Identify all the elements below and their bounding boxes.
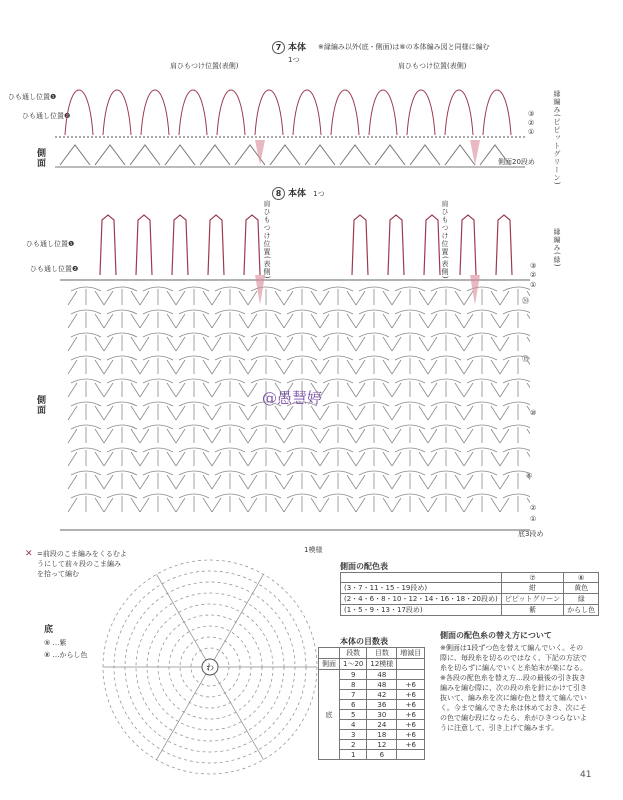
- section8-edge-row-2: ②: [530, 271, 537, 279]
- fan-stitch: [248, 333, 284, 351]
- section7-row-3: ③: [528, 110, 535, 118]
- count-table-cell: +6: [397, 680, 425, 690]
- count-table-cell: 1: [340, 750, 367, 760]
- fan-stitch: [68, 379, 104, 397]
- color-table-cell: (2・4・6・8・10・12・14・16・18・20段め): [341, 594, 502, 605]
- section7-edge-label: 縁編み(ピピットグリーン): [553, 90, 561, 186]
- count-table-cell: 48: [367, 670, 397, 680]
- fan-stitch: [320, 310, 356, 328]
- fan-stitch: [104, 471, 140, 489]
- fan-stitch: [248, 287, 284, 305]
- count-table-cell: 1〜20: [340, 659, 367, 670]
- fan-stitch: [140, 310, 176, 328]
- section8-tie-1: ひも通し位置❶: [26, 240, 75, 248]
- section8-side-label: 側面: [35, 395, 45, 415]
- color-table-cell: 緑: [564, 594, 599, 605]
- section7-heading: [272, 40, 306, 54]
- fan-stitch: [356, 425, 392, 443]
- section8-start-label: 底3段め: [518, 530, 544, 538]
- section8-heading: [272, 186, 325, 200]
- count-table-cell: 24: [367, 720, 397, 730]
- count-table-cell: +6: [397, 700, 425, 710]
- fan-stitch: [176, 379, 212, 397]
- fan-stitch: [284, 356, 320, 374]
- fan-stitch: [140, 333, 176, 351]
- section7-row-1: ①: [528, 128, 535, 136]
- fan-stitch: [248, 494, 284, 512]
- section7-number: 7: [272, 41, 285, 54]
- bottom-increase-line: [157, 574, 207, 660]
- count-table-cell: 3: [340, 730, 367, 740]
- bottom-increase-line: [214, 574, 264, 660]
- count-table-cell: +6: [397, 710, 425, 720]
- fan-stitch: [320, 356, 356, 374]
- fan-stitch: [176, 425, 212, 443]
- section8-edge-row-1: ①: [530, 281, 537, 289]
- fan-stitch: [392, 310, 428, 328]
- section7-note: ※縁編み以外(底・側面)は⑧の本体編み図と同様に編む: [318, 43, 490, 51]
- fan-stitch: [500, 379, 530, 397]
- count-table-cell: 42: [367, 690, 397, 700]
- fan-stitch: [320, 402, 356, 420]
- fan-stitch: [140, 448, 176, 466]
- color-table-cell: ピピットグリーン: [501, 594, 563, 605]
- count-table-cell: 7: [340, 690, 367, 700]
- fan-stitch: [500, 287, 530, 305]
- section7-title: 本体: [288, 43, 307, 53]
- fan-stitch: [284, 425, 320, 443]
- color-table-cell: (1・5・9・13・17段め): [341, 605, 502, 616]
- fan-stitch: [176, 310, 212, 328]
- fan-stitch: [248, 356, 284, 374]
- fan-stitch: [248, 448, 284, 466]
- count-table-cell: 48: [367, 680, 397, 690]
- fan-stitch: [284, 379, 320, 397]
- fan-stitch: [500, 356, 530, 374]
- section8-row-2: ②: [530, 504, 537, 512]
- fan-stitch: [464, 356, 500, 374]
- count-table-cell: 12: [367, 740, 397, 750]
- fan-stitch: [140, 471, 176, 489]
- fan-stitch: [104, 333, 140, 351]
- fan-stitch: [284, 402, 320, 420]
- fan-stitch: [212, 448, 248, 466]
- count-table-cell: 9: [340, 670, 367, 680]
- fan-stitch: [320, 333, 356, 351]
- count-table-cell: 6: [367, 750, 397, 760]
- fan-stitch: [356, 471, 392, 489]
- section7-chart: [55, 65, 525, 175]
- fan-stitch: [104, 356, 140, 374]
- section7-tie-2: ひも通し位置❷: [22, 112, 71, 120]
- fan-stitch: [320, 494, 356, 512]
- fan-stitch: [284, 471, 320, 489]
- section8-shoulder-right: 肩ひもつけ位置(表側): [441, 200, 449, 280]
- fan-stitch: [356, 310, 392, 328]
- fan-stitch: [212, 356, 248, 374]
- fan-stitch: [248, 425, 284, 443]
- fan-stitch: [356, 333, 392, 351]
- count-table-cell: 8: [340, 680, 367, 690]
- color-table-cell: 紫: [501, 605, 563, 616]
- fan-stitch: [428, 471, 464, 489]
- fan-stitch: [248, 310, 284, 328]
- count-table-header: 目数: [367, 648, 397, 659]
- fan-stitch: [104, 287, 140, 305]
- fan-stitch: [464, 379, 500, 397]
- fan-stitch: [140, 402, 176, 420]
- bottom-center: わ: [206, 663, 214, 672]
- yarn-note-body: ※側面は1段ずつ色を替えて編んでいく。その際に、毎段糸を切るのではなく、下記の方法で糸を切らずに編んでいくと糸始末が楽になる。※各段の配色糸を替え方…段の最後の引き抜き編みを編む際に、次の段の糸を針にかけて引き抜いて、編み糸を次に編む色と替えて編んでいく。今まで編んできた糸は休めておき、次にその色で編む段になったら、糸がひきつらないように注意して、引き上げて編みます。: [440, 644, 587, 732]
- section8-row-10: ⑩: [530, 409, 537, 417]
- fan-stitch: [176, 402, 212, 420]
- fan-stitch: [428, 425, 464, 443]
- fan-stitch: [68, 310, 104, 328]
- section8-edge-row-3: ③: [530, 262, 537, 270]
- fan-stitch: [428, 402, 464, 420]
- fan-stitch: [104, 448, 140, 466]
- count-table-cell: +6: [397, 690, 425, 700]
- watermark: @愚慧婷: [262, 389, 323, 407]
- fan-stitch: [68, 287, 104, 305]
- fan-stitch: [68, 402, 104, 420]
- section8-row-1: ①: [530, 515, 537, 523]
- fan-stitch: [320, 471, 356, 489]
- fan-stitch: [428, 379, 464, 397]
- fan-stitch: [284, 310, 320, 328]
- color-table-title: 側面の配色表: [340, 562, 388, 571]
- section8-edge-label: 縁編み(緑): [553, 228, 561, 268]
- count-table-side-label: 側面: [319, 659, 340, 670]
- section7-row20-label: 側面20段め: [498, 158, 535, 166]
- fan-stitch: [500, 402, 530, 420]
- fan-stitch: [500, 471, 533, 489]
- legend-symbol: ✕: [25, 549, 33, 559]
- fan-stitch: [464, 333, 500, 351]
- section7-count: 1つ: [288, 56, 300, 64]
- color-table-cell: 黄色: [564, 583, 599, 594]
- fan-stitch: [284, 448, 320, 466]
- fan-stitch: [392, 471, 428, 489]
- section7-tie-1: ひも通し位置❶: [8, 93, 57, 101]
- fan-stitch: [176, 287, 212, 305]
- section8-row-20: ⑳: [522, 297, 529, 305]
- count-table-cell: +6: [397, 730, 425, 740]
- count-table-bottom-label: 底: [319, 670, 340, 760]
- fan-stitch: [356, 287, 392, 305]
- count-table-cell: [397, 750, 425, 760]
- count-table-blank: [319, 648, 340, 659]
- color-table-cell: 紺: [501, 583, 563, 594]
- fan-stitch: [104, 310, 140, 328]
- bottom-title: 底: [44, 625, 54, 635]
- fan-stitch: [464, 402, 500, 420]
- fan-stitch: [248, 402, 284, 420]
- fan-stitch: [428, 333, 464, 351]
- count-table-cell: 18: [367, 730, 397, 740]
- fan-stitch: [320, 448, 356, 466]
- fan-stitch: [428, 494, 464, 512]
- bottom-key-9: ⑨ …紫: [44, 639, 67, 647]
- section8-tie-2: ひも通し位置❷: [30, 265, 79, 273]
- fan-stitch: [392, 333, 428, 351]
- count-table-header: 増減目: [397, 648, 425, 659]
- yarn-note-title: 側面の配色糸の替え方について: [440, 631, 552, 640]
- color-table-header: ⑦: [501, 573, 563, 583]
- fan-stitch: [68, 425, 104, 443]
- count-table-cell: [397, 659, 425, 670]
- fan-stitch: [392, 425, 428, 443]
- fan-stitch: [284, 287, 320, 305]
- color-table-cell: からし色: [564, 605, 599, 616]
- fan-stitch: [356, 356, 392, 374]
- fan-stitch: [392, 494, 428, 512]
- fan-stitch: [356, 494, 392, 512]
- fan-stitch: [176, 356, 212, 374]
- fan-stitch: [176, 494, 212, 512]
- fan-stitch: [320, 379, 356, 397]
- fan-stitch: [104, 425, 140, 443]
- fan-stitch: [248, 379, 284, 397]
- fan-stitch: [428, 310, 464, 328]
- fan-stitch: [320, 425, 356, 443]
- count-table-cell: +6: [397, 740, 425, 750]
- fan-stitch: [68, 448, 104, 466]
- section8-row-5: ⑤: [526, 472, 533, 480]
- fan-stitch: [284, 494, 320, 512]
- fan-stitch: [68, 471, 104, 489]
- fan-stitch: [500, 494, 530, 512]
- fan-stitch: [428, 287, 464, 305]
- fan-stitch: [392, 356, 428, 374]
- fan-stitch: [464, 310, 500, 328]
- fan-stitch: [68, 356, 104, 374]
- section8-pattern-label: 1模様: [304, 546, 323, 554]
- count-table-cell: 4: [340, 720, 367, 730]
- fan-stitch: [140, 425, 176, 443]
- section8-count: 1つ: [313, 190, 325, 198]
- fan-stitch: [500, 425, 530, 443]
- fan-stitch: [140, 356, 176, 374]
- fan-stitch: [356, 448, 392, 466]
- fan-stitch: [464, 425, 500, 443]
- bottom-chart: [100, 555, 320, 775]
- section8-shoulder-left: 肩ひもつけ位置(表側): [263, 200, 271, 280]
- count-table-title: 本体の目数表: [340, 637, 388, 646]
- section7-shoulder-right: 肩ひもつけ位置(表側): [398, 62, 467, 70]
- color-table-header: ⑧: [564, 573, 599, 583]
- fan-stitch: [212, 333, 248, 351]
- color-table: [340, 572, 599, 616]
- fan-stitch: [212, 494, 248, 512]
- fan-stitch: [392, 402, 428, 420]
- fan-stitch: [392, 287, 428, 305]
- page-number: 41: [580, 770, 592, 780]
- count-table-cell: 12模様: [367, 659, 397, 670]
- section8-number: 8: [272, 187, 285, 200]
- fan-stitch: [356, 379, 392, 397]
- count-table-cell: 36: [367, 700, 397, 710]
- fan-stitch: [140, 287, 176, 305]
- count-table-cell: 5: [340, 710, 367, 720]
- fan-stitch: [176, 471, 212, 489]
- fan-stitch: [320, 287, 356, 305]
- fan-stitch: [392, 379, 428, 397]
- fan-stitch: [176, 333, 212, 351]
- fan-stitch: [500, 333, 530, 351]
- count-table-cell: +6: [397, 720, 425, 730]
- fan-stitch: [140, 494, 176, 512]
- color-table-header: [341, 573, 502, 583]
- fan-stitch: [464, 448, 500, 466]
- fan-stitch: [212, 379, 248, 397]
- fan-stitch: [212, 287, 248, 305]
- bottom-key-8: ⑧ …からし色: [44, 651, 88, 659]
- count-table: [318, 647, 425, 760]
- section8-row-15: ⑮: [522, 355, 529, 363]
- fan-stitch: [104, 379, 140, 397]
- fan-stitch: [104, 402, 140, 420]
- fan-stitch: [248, 471, 284, 489]
- fan-stitch: [284, 333, 320, 351]
- count-table-cell: 30: [367, 710, 397, 720]
- fan-stitch: [212, 425, 248, 443]
- section7-side-label: 側面: [35, 148, 45, 168]
- fan-stitch: [68, 494, 104, 512]
- fan-stitch: [464, 494, 500, 512]
- color-table-cell: (3・7・11・15・19段め): [341, 583, 502, 594]
- fan-stitch: [212, 471, 248, 489]
- fan-stitch: [212, 402, 248, 420]
- fan-stitch: [428, 356, 464, 374]
- fan-stitch: [464, 471, 500, 489]
- fan-stitch: [392, 448, 428, 466]
- section8-title: 本体: [288, 189, 307, 199]
- fan-stitch: [212, 310, 248, 328]
- fan-stitch: [356, 402, 392, 420]
- fan-stitch: [104, 494, 140, 512]
- section7-row-2: ②: [528, 119, 535, 127]
- fan-stitch: [500, 310, 530, 328]
- count-table-header: 段数: [340, 648, 367, 659]
- fan-stitch: [464, 287, 500, 305]
- fan-stitch: [68, 333, 104, 351]
- legend-text: =前段のこま編みをくるむようにして前々段のこま編みを拾って編む: [37, 550, 127, 578]
- fan-stitch: [428, 448, 464, 466]
- fan-stitch: [500, 448, 530, 466]
- fan-stitch: [176, 448, 212, 466]
- fan-stitch: [140, 379, 176, 397]
- count-table-cell: [397, 670, 425, 680]
- section7-shoulder-left: 肩ひもつけ位置(表側): [170, 62, 239, 70]
- count-table-cell: 6: [340, 700, 367, 710]
- count-table-cell: 2: [340, 740, 367, 750]
